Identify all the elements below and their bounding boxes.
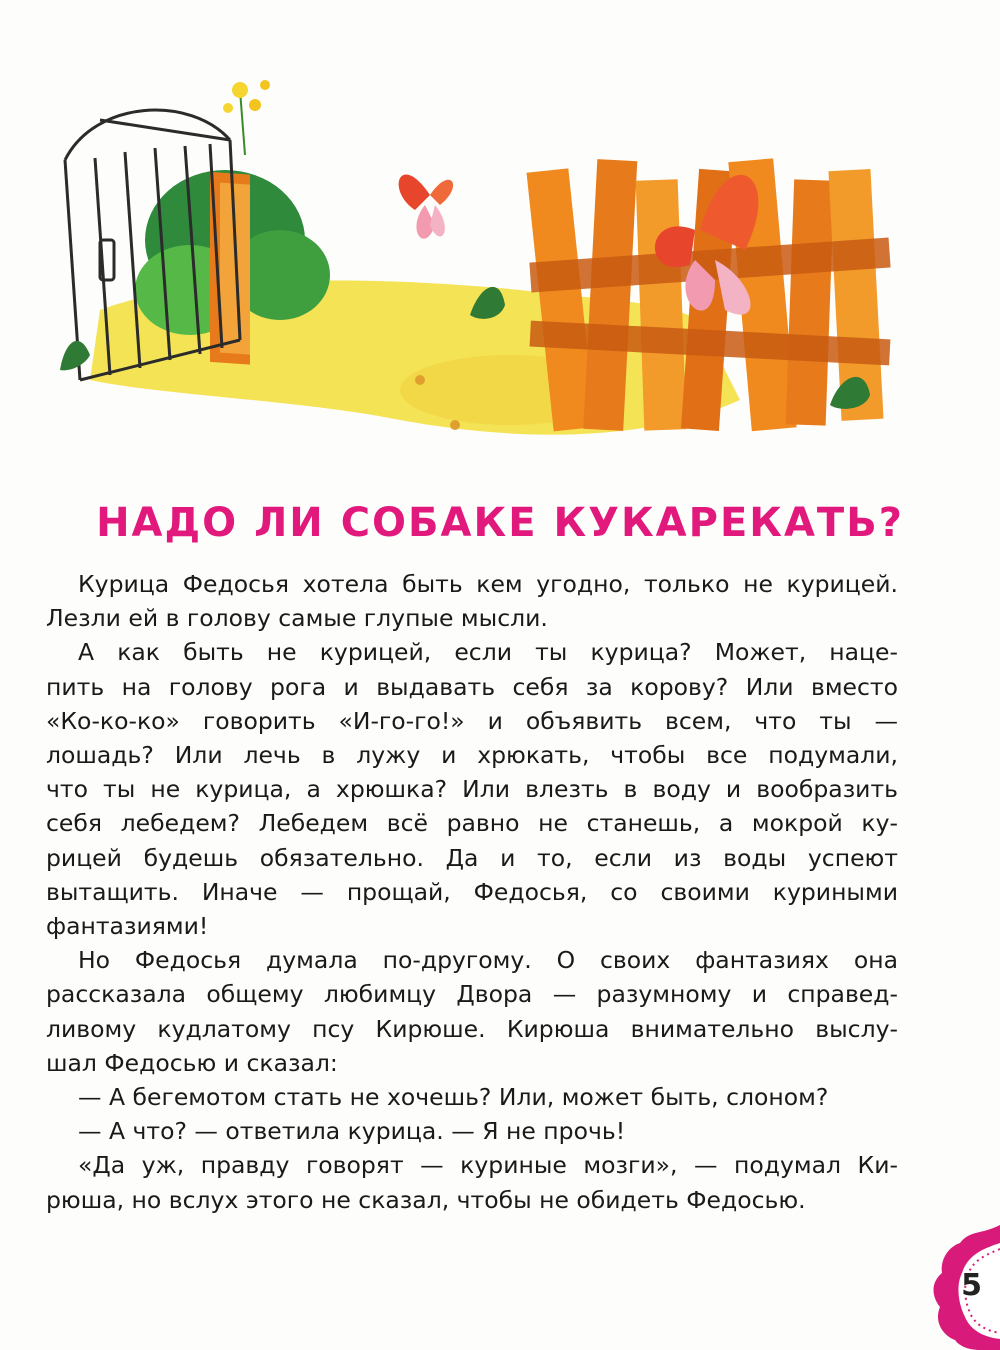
page-number-badge-icon [910,1225,1000,1350]
text-line: шал Федосью и сказал: [46,1048,338,1077]
text-line: «Ко-ко-ко» говорить «И-го-го!» и объявить всем, что ты — [46,706,898,735]
story-text [46,567,898,1217]
text-line: — А что? — ответила курица. — Я не прочь! [78,1117,626,1146]
text-line: рюша, но вслух этого не сказал, чтобы не обидеть Федосью. [46,1185,806,1214]
page-title: НАДО ЛИ СОБАКЕ КУКАРЕКАТЬ? [96,500,904,546]
text-line: что ты не курица, а хрюшка? Или влезть в воду и вообразить [46,775,898,804]
text-line: Лезли ей в голову самые глупые мысли. [46,604,548,633]
text-line: ливому кудлатому псу Кирюше. Кирюша внимательно выслу- [46,1014,898,1043]
text-line: фантазиями! [46,912,209,941]
text-line: лошадь? Или лечь в лужу и хрюкать, чтобы все подумали, [46,741,898,770]
text-line: «Да уж, правду говорят — куриные мозги», — подумал Ки- [78,1151,898,1180]
text-line: А как быть не курицей, если ты курица? Может, наце- [78,638,898,667]
text-line: рицей будешь обязательно. Да и то, если из воды успеют [46,843,898,872]
text-line: Курица Федосья хотела быть кем угодно, только не курицей. [78,570,898,598]
page-number: 5 [961,1268,982,1303]
text-line: себя лебедем? Лебедем всё равно не станешь, а мокрой ку- [46,809,898,838]
illustration [40,60,910,460]
text-line: — А бегемотом стать не хочешь? Или, может быть, слоном? [78,1083,829,1112]
butterfly-icon [399,174,453,238]
text-line: пить на голову рога и выдавать себя за корову? Или вместо [46,672,898,701]
text-line: рассказала общему любимцу Двора — разумному и справед- [46,980,898,1009]
text-line: Но Федосья думала по-другому. О своих фантазиях она [78,946,898,975]
text-line: вытащить. Иначе — прощай, Федосья, со своими куриными [46,877,898,906]
